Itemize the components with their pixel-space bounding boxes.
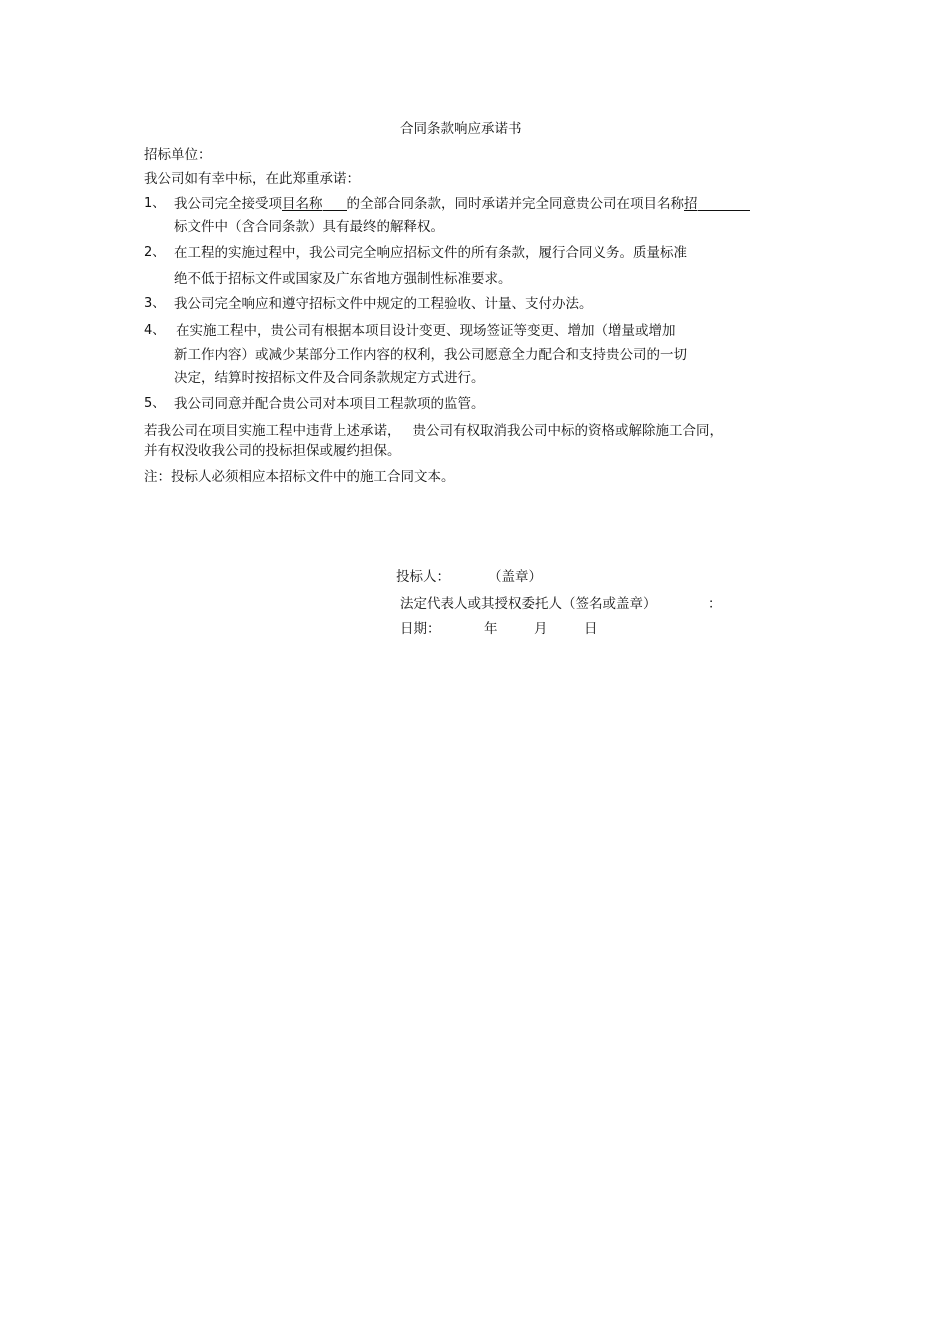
item-1-line-2: 标文件中（含合同条款）具有最终的解释权。 xyxy=(174,219,444,235)
item-3-number: 3、 xyxy=(144,296,166,311)
bidder-label: 投标人： xyxy=(396,569,450,585)
breach-line-1a: 若我公司在项目实施工程中违背上述承诺， xyxy=(144,423,401,439)
item-1-number: 1、 xyxy=(144,196,166,211)
date-year: 年 xyxy=(484,621,498,637)
item-2-number: 2、 xyxy=(144,245,166,260)
breach-line-1 xyxy=(144,422,723,440)
legal-representative-colon: ： xyxy=(708,596,722,612)
item-1-project-name-underlined: 目名称 xyxy=(282,196,323,212)
item-1-underlined-char: 招 xyxy=(684,196,698,212)
breach-line-1b: 贵公司有权取消我公司中标的资格或解除施工合同， xyxy=(412,423,723,439)
item-4-line-3: 决定，结算时按招标文件及合同条款规定方式进行。 xyxy=(174,370,485,386)
item-4-number: 4、 xyxy=(144,323,166,338)
item-1-text-pre: 我公司完全接受项 xyxy=(174,196,282,212)
item-1-blank-1 xyxy=(323,196,347,211)
date-day: 日 xyxy=(584,621,598,637)
seal-label: （盖章） xyxy=(488,569,542,585)
item-4-line-1: 在实施工程中，贵公司有根据本项目设计变更、现场签证等变更、增加（增量或增加 xyxy=(176,323,676,339)
addressee: 招标单位： xyxy=(144,147,212,163)
item-5-line-1: 我公司同意并配合贵公司对本项目工程款项的监管。 xyxy=(174,396,485,412)
legal-representative-label: 法定代表人或其授权委托人（签名或盖章） xyxy=(400,596,657,612)
item-1-blank-2 xyxy=(698,196,750,211)
item-5-number: 5、 xyxy=(144,396,166,411)
note-text: 注：投标人必须相应本招标文件中的施工合同文本。 xyxy=(144,469,455,485)
item-2-line-1: 在工程的实施过程中，我公司完全响应招标文件的所有条款，履行合同义务。质量标准 xyxy=(174,245,687,261)
item-1-line-1 xyxy=(174,195,750,213)
item-2-line-2: 绝不低于招标文件或国家及广东省地方强制性标准要求。 xyxy=(174,271,512,287)
intro-text: 我公司如有幸中标，在此郑重承诺： xyxy=(144,171,360,187)
item-3-line-1: 我公司完全响应和遵守招标文件中规定的工程验收、计量、支付办法。 xyxy=(174,296,593,312)
document-title: 合同条款响应承诺书 xyxy=(400,121,522,137)
date-month: 月 xyxy=(534,621,548,637)
date-label: 日期： xyxy=(400,621,441,637)
item-4-line-2: 新工作内容）或减少某部分工作内容的权利，我公司愿意全力配合和支持贵公司的一切 xyxy=(174,347,687,363)
breach-line-2: 并有权没收我公司的投标担保或履约担保。 xyxy=(144,443,401,459)
item-1-text-mid: 的全部合同条款，同时承诺并完全同意贵公司在项目名称 xyxy=(346,196,684,212)
